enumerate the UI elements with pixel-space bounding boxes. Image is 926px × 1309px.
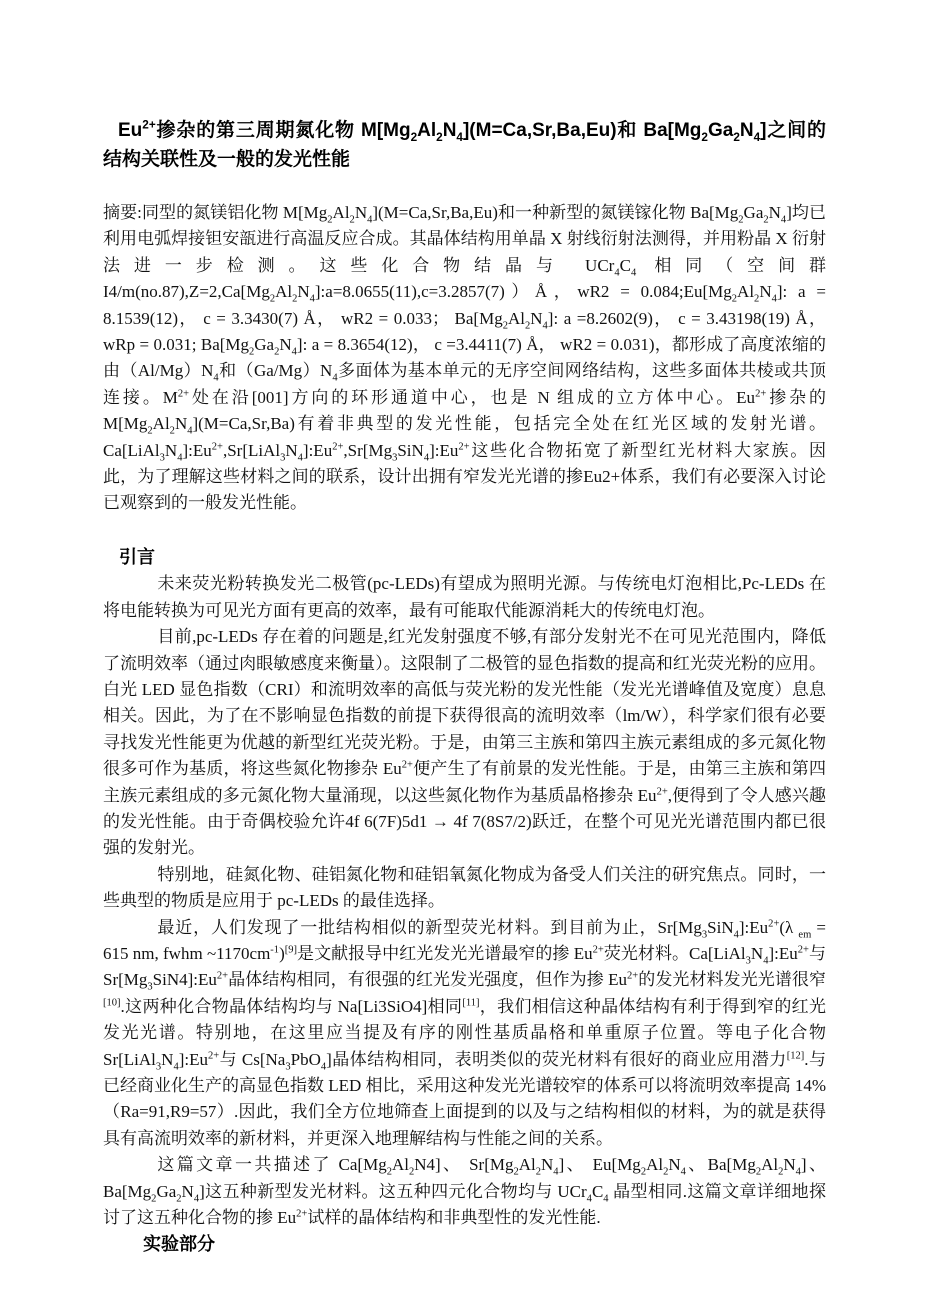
introduction-paragraph-3: 特别地，硅氮化物、硅铝氮化物和硅铝氧氮化物成为备受人们关注的研究焦点。同时，一些典型的物质是应用于 pc-LEDs 的最佳选择。 <box>103 864 826 911</box>
document-title: $Eu^{2+}$掺杂的第三周期氮化物 $M[Mg_2Al_2N_4](M=Ca,Sr,Ba,Eu)$和 $Ba[Mg_2Ga_2N_4]$之间的结构关联性及一般的发光性能 <box>103 118 826 170</box>
introduction-paragraph-5: 这篇文章一共描述了 $Ca[Mg_2Al_2N4]$、 $Sr[Mg_2Al_2N_4]$、 $Eu[Mg_2Al_2N_4$、$Ba[Mg_2Al_2N_4]$、$Ba[Mg_2Ga_2N_4]$这五种新型发光材料。这五种四元化合物均与 $UCr_4C_4$ 晶型相同.这篇文章详细地探讨了这五种化合物的掺 $Eu^{2+}$试样的晶体结构和非典型性的发光性能. <box>103 1155 827 1228</box>
abstract-paragraph: 摘要:同型的氮镁铝化物 $M[Mg_2Al_2N_4](M=Ca,Sr,Ba,Eu)$和一种新型的氮镁镓化物 $Ba[Mg_2Ga_2N_4]$均已利用电弧焊接钽安瓿进行高温反应合成。其晶体结构用单晶 X 射线衍射法测得，并用粉晶 X 衍射法进一步检测。这些化合物结晶与 $UCr_4C_4$ 相同（空间群 $I4/m(no.87),Z=2,Ca[Mg_2Al_2N_4]:a=8.0655(11),c=3.2857(7))Å$，$wR2 = 0.084;Eu[Mg_2Al_2N_4]$: a = 8.1539(12)， c = 3.3430(7) Å， wR2 = 0.033； $Ba[Mg_2Al_2N_4]$: a =8.2602(9)， c = 3.43198(19) Å， wRp = 0.031; $Ba[Mg_2Ga_2N_4]$: a = 8.3654(12)， c =3.4411(7) Å， wR2 = 0.031)，都形成了高度浓缩的由$(Al/Mg)N_4$和$(Ga/Mg)N_4$多面体为基本单元的无序空间网络结构，这些多面体共棱或共顶连接。$M^{2+}$处在沿[001]方向的环形通道中心，也是 N 组成的立方体中心。$Eu^{2+}$掺杂的 $M[Mg_2Al_2N_4](M=Ca,Sr,Ba)$有着非典型的发光性能，包括完全处在红光区域的发射光谱。$Ca[LiAl_3N_4]:Eu^{2+},Sr[LiAl_3N_4]:Eu^{2+},Sr[Mg_3SiN_4]:Eu^{2+}$这些化合物拓宽了新型红光材料大家族。因此，为了理解这些材料之间的联系，设计出拥有窄发光光谱的掺Eu2+体系，我们有必要深入讨论已观察到的一般发光性能。 <box>103 203 827 513</box>
introduction-paragraph-2: 目前,pc-LEDs 存在着的问题是,红光发射强度不够,有部分发射光不在可见光范围内，降低了流明效率（通过肉眼敏感度来衡量）。这限制了二极管的显色指数的提高和红光荧光粉的应用。白光 LED 显色指数（CRI）和流明效率的高低与荧光粉的发光性能（发光光谱峰值及宽度）息息相关。因此，为了在不影响显色指数的前提下获得很高的流明效率（lm/W），科学家们很有必要寻找发光性能更为优越的新型红光荧光粉。于是，由第三主族和第四主族元素组成的多元氮化物很多可作为基质，将这些氮化物掺杂 $Eu^{2+}$便产生了有前景的发光性能。于是，由第三主族和第四主族元素组成的多元氮化物大量涌现，以这些氮化物作为基质晶格掺杂 $Eu^{2+}$,便得到了令人感兴趣的发光性能。由于奇偶校验允许4f 6(7F)5d1 → 4f 7(8S7/2)跃迁，在整个可见光光谱范围内都已很强的发射光。 <box>103 627 826 858</box>
introduction-paragraph-1: 未来荧光粉转换发光二极管(pc-LEDs)有望成为照明光源。与传统电灯泡相比,Pc-LEDs 在将电能转换为可见光方面有更高的效率，最有可能取代能源消耗大的传统电灯泡。 <box>103 574 826 620</box>
section-heading-introduction: 引言 <box>119 546 155 567</box>
introduction-paragraph-4: 最近，人们发现了一批结构相似的新型荧光材料。到目前为止，$Sr[Mg_3SiN_4]:Eu^{2+}(\lambda$ $_{em}$ = 615 nm, fwhm $\sim 1170cm^{-1})[9]$是文献报导中红光发光光谱最窄的掺 $Eu^{2+}$荧光材料。$Ca[LiAl_3N_4]:Eu^{2+}$与 $Sr[Mg_3SiN4]:Eu^{2+}$晶体结构相同，有很强的红光发光强度，但作为掺 $Eu^{2+}$的发光材料发光光谱很窄[10].这两种化合物晶体结构均与 Na[Li3SiO4]相同[11]，我们相信这种晶体结构有利于得到窄的红光发光光谱。特别地，在这里应当提及有序的刚性基质晶格和单重原子位置。等电子化合物 $Sr[LiAl_3N_4]:Eu^{2+}$与 $Cs[Na_3PbO_4]$晶体结构相同，表明类似的荧光材料有很好的商业应用潜力[12].与已经商业化生产的高显色指数 LED 相比，采用这种发光光谱较窄的体系可以将流明效率提高 14%（Ra=91,R9=57）.因此，我们全方位地筛查上面提到的以及与之结构相似的材料，为的就是获得具有高流明效率的新材料，并更深入地理解结构与性能之间的关系。 <box>103 917 826 1148</box>
section-heading-experimental: 实验部分 <box>143 1234 215 1255</box>
